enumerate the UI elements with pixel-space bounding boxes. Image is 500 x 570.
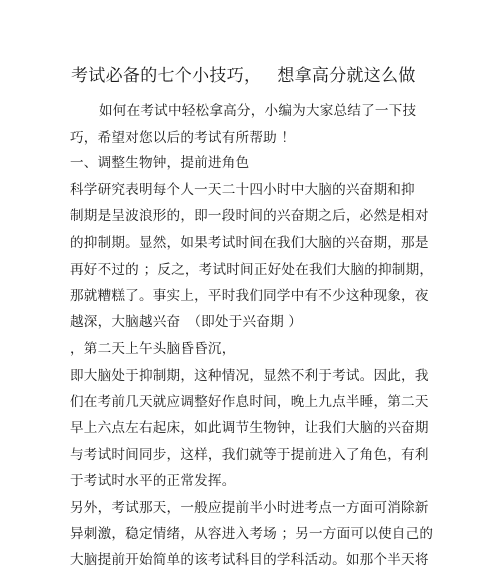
paragraph-line: 于考试时水平的正常发挥。 [70, 473, 236, 489]
paragraph-line: 早上六点左右起床，如此调节生物钟，让我们大脑的兴奋期 [70, 420, 429, 436]
paragraph-line: 再好不过的 ；反之，考试时间正好处在我们大脑的抑制期， [70, 262, 434, 278]
paragraph-line: 那就糟糕了。事实上，平时我们同学中有不少这种现象，夜 [70, 288, 429, 304]
paragraph-line: 如何在考试中轻松拿高分，小编为大家总结了一下技 [99, 103, 417, 119]
article-title-part1: 考试必备的七个小技巧， [71, 66, 262, 86]
paragraph-line: 异刺激，稳定情绪，从容进入考场 ；另一方面可以使自己的 [70, 526, 434, 542]
paragraph-line: 科学研究表明每个人一天二十四小时中大脑的兴奋期和抑 [70, 182, 415, 198]
article-title-part2: 想拿高分就这么做 [277, 66, 416, 86]
paragraph-line: 们在考前几天就应调整好作息时间，晚上九点半睡，第二天 [70, 394, 429, 410]
paragraph-line: ，第二天上午头脑昏昏沉， [70, 341, 236, 357]
paragraph-line: 巧，希望对您以后的考试有所帮助 ！ [70, 130, 296, 146]
paragraph-line: 越深，大脑越兴奋 （即处于兴奋期 ） [70, 314, 303, 330]
paragraph-line: 大脑提前开始简单的该考试科目的学科活动。如那个半天将 [70, 552, 429, 568]
paragraph-line: 与考试时间同步，这样，我们就等于提前进入了角色，有利 [70, 447, 429, 463]
paragraph-line: 制期是呈波浪形的，即一段时间的兴奋期之后，必然是相对 [70, 208, 429, 224]
paragraph-line: 即大脑处于抑制期，这种情况，显然不利于考试。因此，我 [70, 368, 429, 384]
paragraph-line: 另外，考试那天，一般应提前半小时进考点一方面可消除新 [70, 500, 429, 516]
paragraph-line: 的抑制期。显然，如果考试时间在我们大脑的兴奋期，那是 [70, 235, 429, 251]
section-heading: 一、调整生物钟，提前进角色 [70, 155, 250, 171]
article-title [71, 63, 416, 89]
